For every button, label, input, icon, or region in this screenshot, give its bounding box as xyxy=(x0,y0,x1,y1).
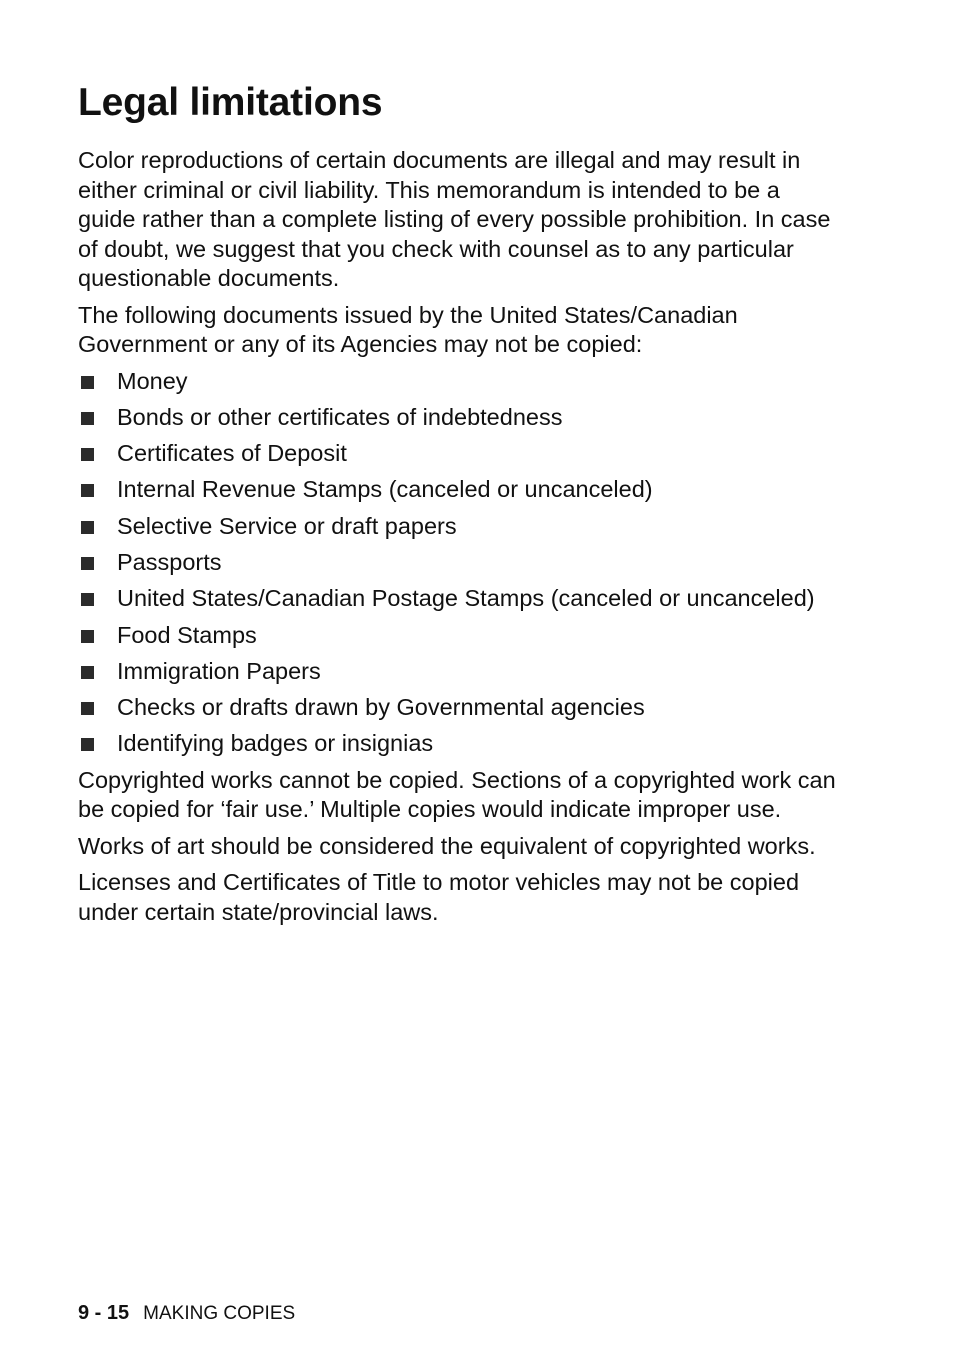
intro-paragraph: Color reproductions of certain documents are illegal and may result in either criminal or civil liability. This memorandum is intended to be a guide rather than a complete listing of every possible prohibition. In case of doubt, we suggest that you check with counsel as to any particular questionable documents. xyxy=(78,147,831,291)
copyright-paragraph: Copyrighted works cannot be copied. Sections of a copyrighted work can be copied for ‘fair use.’ Multiple copies would indicate improper use. xyxy=(78,766,836,823)
list-item-text: Selective Service or draft papers xyxy=(117,512,457,539)
page-footer xyxy=(78,1300,295,1327)
list-item xyxy=(78,729,838,759)
list-item-text: Identifying badges or insignias xyxy=(117,730,434,757)
list-item xyxy=(78,621,838,651)
works-of-art-paragraph: Works of art should be considered the equivalent of copyrighted works. xyxy=(78,832,816,859)
square-bullet-icon xyxy=(81,521,94,534)
square-bullet-icon xyxy=(81,484,94,497)
list-item xyxy=(78,584,838,614)
page-title: Legal limitations xyxy=(78,81,383,124)
prohibited-documents-intro: The following documents issued by the United States/Canadian Government or any of its Agencies may not be copied: xyxy=(78,301,738,357)
list-item-text: Checks or drafts drawn by Governmental agencies xyxy=(117,694,645,721)
square-bullet-icon xyxy=(81,412,94,425)
list-item xyxy=(78,403,838,433)
square-bullet-icon xyxy=(81,738,94,751)
list-item-text: United States/Canadian Postage Stamps (canceled or uncanceled) xyxy=(117,585,815,612)
square-bullet-icon xyxy=(81,557,94,570)
list-item xyxy=(78,475,838,505)
list-item-text: Passports xyxy=(117,548,222,575)
square-bullet-icon xyxy=(81,376,94,389)
list-item-text: Bonds or other certificates of indebtedness xyxy=(117,403,563,430)
list-item-text: Immigration Papers xyxy=(117,657,321,684)
list-item xyxy=(78,439,838,469)
list-item xyxy=(78,367,838,397)
list-item xyxy=(78,512,838,542)
list-item-text: Certificates of Deposit xyxy=(117,440,347,467)
list-item-text: Food Stamps xyxy=(117,621,257,648)
list-item-text: Internal Revenue Stamps (canceled or uncanceled) xyxy=(117,476,653,503)
square-bullet-icon xyxy=(81,666,94,679)
page-number: 9 - 15 xyxy=(78,1302,130,1324)
square-bullet-icon xyxy=(81,448,94,461)
list-item xyxy=(78,548,838,578)
square-bullet-icon xyxy=(81,593,94,606)
licenses-paragraph: Licenses and Certificates of Title to motor vehicles may not be copied under certain state/provincial laws. xyxy=(78,869,800,925)
list-item-text: Money xyxy=(117,367,188,394)
square-bullet-icon xyxy=(81,630,94,643)
section-name: MAKING COPIES xyxy=(143,1303,296,1324)
document-body xyxy=(78,146,838,934)
list-item xyxy=(78,657,838,687)
list-item xyxy=(78,693,838,723)
prohibited-documents-list xyxy=(78,367,838,759)
square-bullet-icon xyxy=(81,702,94,715)
